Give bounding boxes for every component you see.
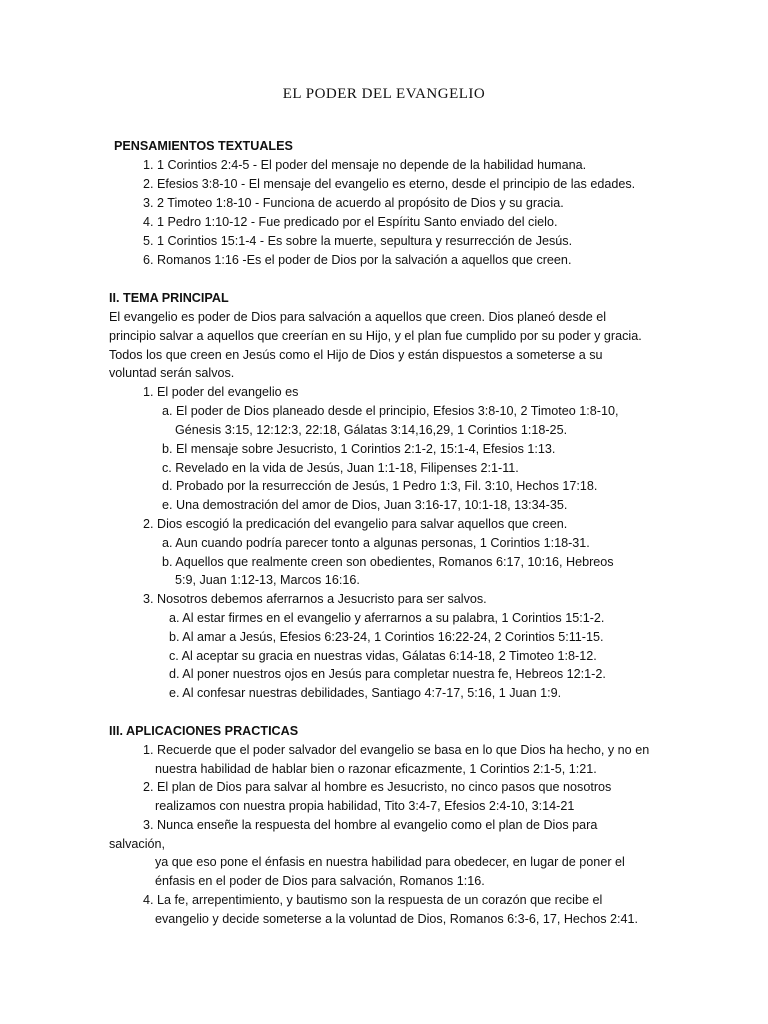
- paragraph-line: voluntad serán salvos.: [109, 366, 235, 380]
- list-item: 2. Efesios 3:8-10 - El mensaje del evangelio es eterno, desde el principio de las edades.: [143, 177, 636, 191]
- list-item-continuation: salvación,: [109, 837, 166, 851]
- list-item: 3. Nunca enseñe la respuesta del hombre al evangelio como el plan de Dios para: [143, 818, 598, 832]
- paragraph-line: Todos los que creen en Jesús como el Hijo de Dios y están dispuestos a someterse a su: [109, 348, 603, 362]
- list-item: 3. 2 Timoteo 1:8-10 - Funciona de acuerdo al propósito de Dios y su gracia.: [143, 196, 564, 210]
- list-item: 3. Nosotros debemos aferrarnos a Jesucristo para ser salvos.: [143, 592, 487, 606]
- sub-list-item: b. Al amar a Jesús, Efesios 6:23-24, 1 Corintios 16:22-24, 2 Corintios 5:11-15.: [169, 630, 604, 644]
- sub-list-item: a. Aun cuando podría parecer tonto a algunas personas, 1 Corintios 1:18-31.: [162, 536, 590, 550]
- list-item: 1. Recuerde que el poder salvador del evangelio se basa en lo que Dios ha hecho, y no en: [143, 743, 650, 757]
- list-item: 1. 1 Corintios 2:4-5 - El poder del mensaje no depende de la habilidad humana.: [143, 158, 587, 172]
- section-heading-aplicaciones: III. APLICACIONES PRACTICAS: [109, 724, 299, 738]
- sub-list-item: a. Al estar firmes en el evangelio y aferrarnos a su palabra, 1 Corintios 15:1-2.: [169, 611, 605, 625]
- sub-list-item: a. El poder de Dios planeado desde el principio, Efesios 3:8-10, 2 Timoteo 1:8-10,: [162, 404, 619, 418]
- sub-list-item-continuation: 5:9, Juan 1:12-13, Marcos 16:16.: [175, 573, 360, 587]
- sub-list-item: c. Al aceptar su gracia en nuestras vidas, Gálatas 6:14-18, 2 Timoteo 1:8-12.: [169, 649, 597, 663]
- paragraph-line: principio salvar a aquellos que creerían en su Hijo, y el plan fue cumplido por su poder y gracia.: [109, 329, 642, 343]
- paragraph-line: El evangelio es poder de Dios para salvación a aquellos que creen. Dios planeó desde el: [109, 310, 607, 324]
- sub-list-item: b. El mensaje sobre Jesucristo, 1 Corintios 2:1-2, 15:1-4, Efesios 1:13.: [162, 442, 556, 456]
- document-title: EL PODER DEL EVANGELIO: [282, 86, 486, 102]
- list-item-continuation: evangelio y decide someterse a la voluntad de Dios, Romanos 6:3-6, 17, Hechos 2:41.: [155, 912, 639, 926]
- list-item: 5. 1 Corintios 15:1-4 - Es sobre la muerte, sepultura y resurrección de Jesús.: [143, 234, 573, 248]
- sub-list-item-continuation: Génesis 3:15, 12:12:3, 22:18, Gálatas 3:14,16,29, 1 Corintios 1:18-25.: [175, 423, 568, 437]
- list-item: 4. La fe, arrepentimiento, y bautismo son la respuesta de un corazón que recibe el: [143, 893, 603, 907]
- sub-list-item: c. Revelado en la vida de Jesús, Juan 1:1-18, Filipenses 2:1-11.: [162, 461, 519, 475]
- list-item-continuation: nuestra habilidad de hablar bien o razonar eficazmente, 1 Corintios 2:1-5, 1:21.: [155, 762, 597, 776]
- list-item-continuation: énfasis en el poder de Dios para salvación, Romanos 1:16.: [155, 874, 485, 888]
- section-heading-pensamientos: PENSAMIENTOS TEXTUALES: [114, 139, 293, 153]
- list-item: 2. Dios escogió la predicación del evangelio para salvar aquellos que creen.: [143, 517, 568, 531]
- sub-list-item: e. Al confesar nuestras debilidades, Santiago 4:7-17, 5:16, 1 Juan 1:9.: [169, 686, 562, 700]
- list-item-continuation: ya que eso pone el énfasis en nuestra habilidad para obedecer, en lugar de poner el: [155, 855, 625, 869]
- sub-list-item: b. Aquellos que realmente creen son obedientes, Romanos 6:17, 10:16, Hebreos: [162, 555, 614, 569]
- sub-list-item: e. Una demostración del amor de Dios, Juan 3:16-17, 10:1-18, 13:34-35.: [162, 498, 568, 512]
- sub-list-item: d. Probado por la resurrección de Jesús, 1 Pedro 1:3, Fil. 3:10, Hechos 17:18.: [162, 479, 598, 493]
- list-item: 1. El poder del evangelio es: [143, 385, 299, 399]
- sub-list-item: d. Al poner nuestros ojos en Jesús para completar nuestra fe, Hebreos 12:1-2.: [169, 667, 606, 681]
- list-item: 6. Romanos 1:16 -Es el poder de Dios por la salvación a aquellos que creen.: [143, 253, 572, 267]
- list-item-continuation: realizamos con nuestra propia habilidad, Tito 3:4-7, Efesios 2:4-10, 3:14-21: [155, 799, 575, 813]
- list-item: 2. El plan de Dios para salvar al hombre es Jesucristo, no cinco pasos que nosotros: [143, 780, 612, 794]
- list-item: 4. 1 Pedro 1:10-12 - Fue predicado por el Espíritu Santo enviado del cielo.: [143, 215, 558, 229]
- section-heading-tema: II. TEMA PRINCIPAL: [109, 291, 229, 305]
